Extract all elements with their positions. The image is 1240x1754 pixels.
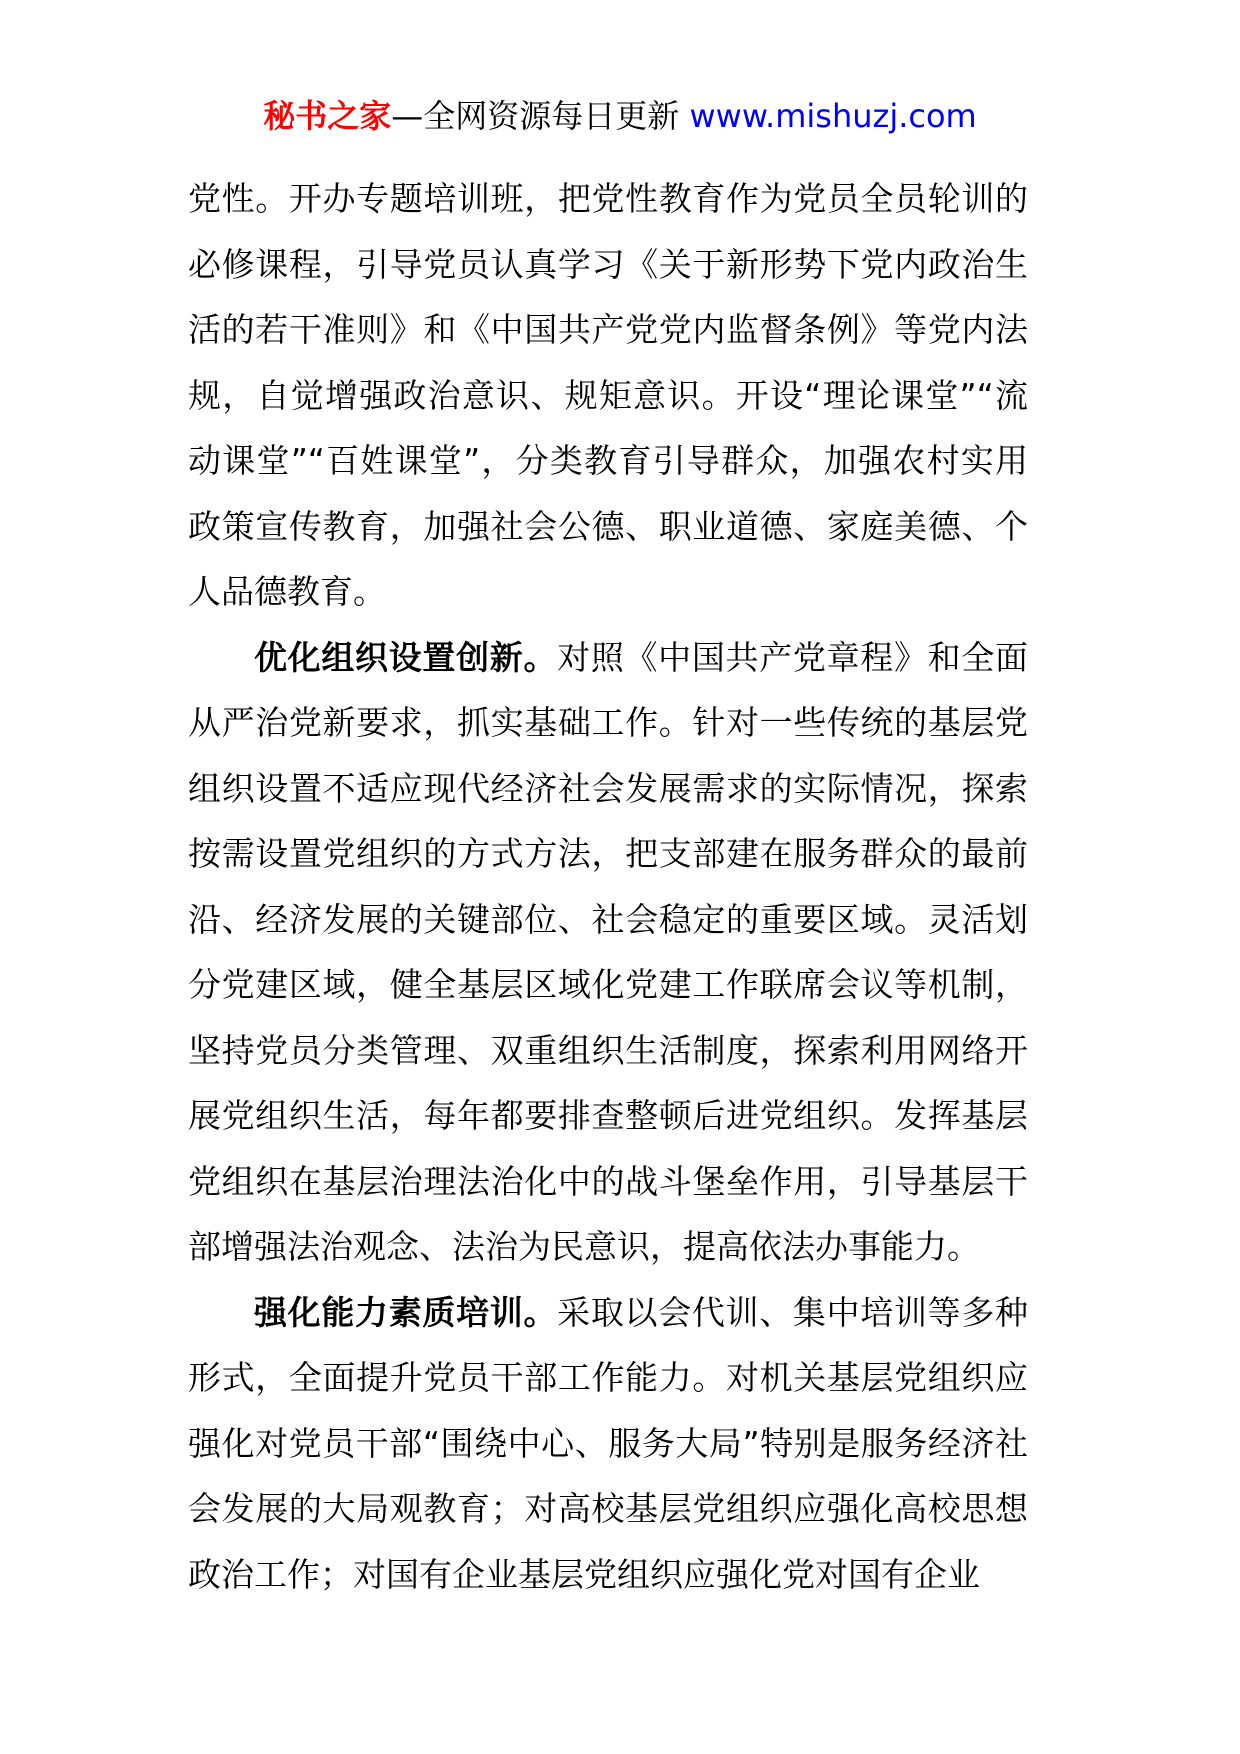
site-url-link[interactable]: www.mishuzj.com xyxy=(689,97,977,135)
site-header xyxy=(0,96,1240,136)
paragraph-heading: 优化组织设置创新。 xyxy=(254,637,558,677)
document-body xyxy=(188,166,1028,1607)
paragraph-text: 党性。开办专题培训班，把党性教育作为党员全员轮训的必修课程，引导党员认真学习《关于新形势下党内政治生活的若干准则》和《中国共产党党内监督条例》等党内法规，自觉增强政治意识、规矩意识。开设“理论课堂”“流动课堂”“百姓课堂”，分类教育引导群众，加强农村实用政策宣传教育，加强社会公德、职业道德、家庭美德、个人品德教育。 xyxy=(188,179,1028,611)
site-tagline: —全网资源每日更新 xyxy=(391,97,680,135)
paragraph-organization xyxy=(188,625,1028,1280)
paragraph-text: 采取以会代训、集中培训等多种形式，全面提升党员干部工作能力。对机关基层党组织应强化对党员干部“围绕中心、服务大局”特别是服务经济社会发展的大局观教育；对高校基层党组织应强化高校思想政治工作；对国有企业基层党组织应强化党对国有企业 xyxy=(188,1292,1029,1594)
paragraph-continuation xyxy=(188,166,1028,625)
paragraph-heading: 强化能力素质培训。 xyxy=(254,1292,558,1332)
paragraph-training xyxy=(188,1280,1028,1608)
site-brand: 秘书之家 xyxy=(263,97,392,135)
paragraph-text: 对照《中国共产党章程》和全面从严治党新要求，抓实基础工作。针对一些传统的基层党组织设置不适应现代经济社会发展需求的实际情况，探索按需设置党组织的方式方法，把支部建在服务群众的最前沿、经济发展的关键部位、社会稳定的重要区域。灵活划分党建区域，健全基层区域化党建工作联席会议等机制，坚持党员分类管理、双重组织生活制度，探索利用网络开展党组织生活，每年都要排查整顿后进党组织。发挥基层党组织在基层治理法治化中的战斗堡垒作用，引导基层干部增强法治观念、法治为民意识，提高依法办事能力。 xyxy=(188,637,1029,1266)
